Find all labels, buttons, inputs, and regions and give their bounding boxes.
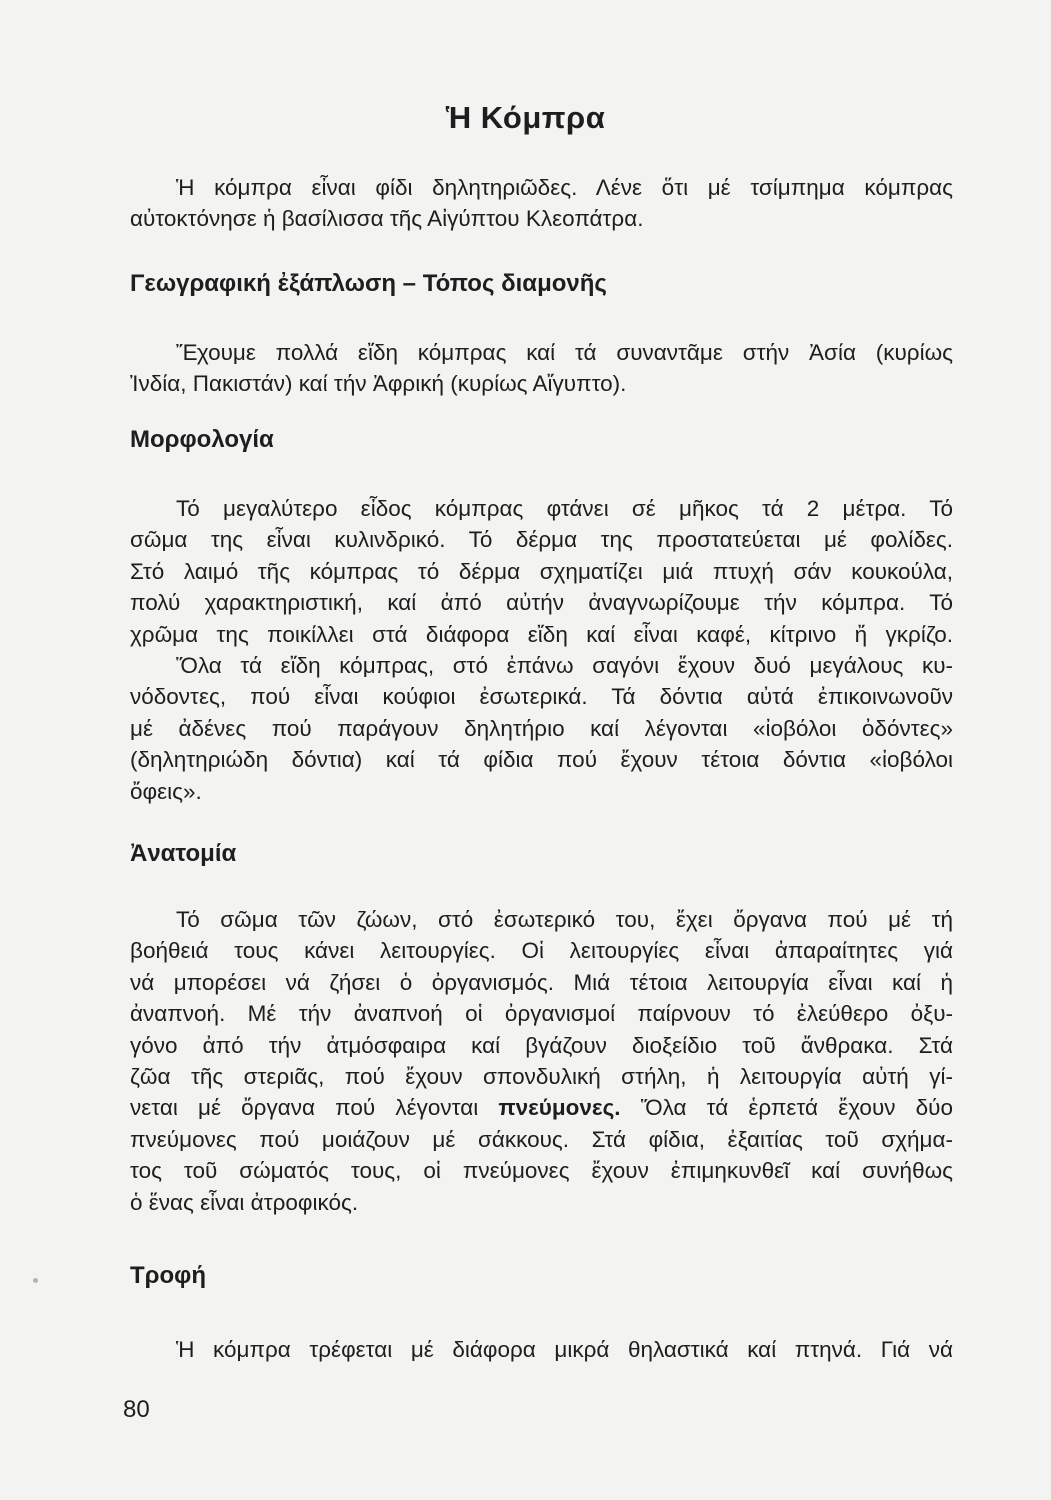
text-line: ἀναπνοή. Μέ τήν ἀναπνοή οἱ ὀργανισμοί παίρνουν τό ἐλεύθερο ὀξυ- <box>130 1001 953 1027</box>
morphology-paragraph-1 <box>130 493 953 650</box>
geography-paragraph <box>130 337 953 400</box>
text-line: χρῶμα της ποικίλλει στά διάφορα εἴδη καί εἶναι καφέ, κίτρινο ἤ γκρίζο. <box>130 621 953 647</box>
section-heading-geography: Γεωγραφική ἐξάπλωση – Τόπος διαμονῆς <box>130 270 607 297</box>
section-heading-food: Τροφή <box>130 1262 206 1289</box>
text-line: πνεύμονες πού μοιάζουν μέ σάκκους. Στά φίδια, ἐξαιτίας τοῦ σχήμα- <box>130 1126 953 1152</box>
text-line: Στό λαιμό τῆς κόμπρας τό δέρμα σχηματίζει μιά πτυχή σάν κουκούλα, <box>130 558 953 584</box>
text-line: ὄφεις». <box>130 778 202 804</box>
morphology-paragraph-2 <box>130 650 953 807</box>
text-line: σῶμα της εἶναι κυλινδρικό. Τό δέρμα της προστατεύεται μέ φολίδες. <box>130 527 953 553</box>
text-line: μέ ἀδένες πού παράγουν δηλητήριο καί λέγονται «ἰοβόλοι ὀδόντες» <box>130 715 953 741</box>
section-heading-anatomy: Ἀνατομία <box>130 840 237 867</box>
food-paragraph <box>130 1334 953 1365</box>
text-fragment: Ὅλα τά ἑρπετά ἔχουν δύο <box>620 1095 953 1121</box>
text-line: ζῶα τῆς στεριᾶς, πού ἔχουν σπονδυλική στήλη, ἡ λειτουργία αὐτή γί- <box>130 1064 953 1090</box>
text-line: πολύ χαρακτηριστική, καί ἀπό αὐτήν ἀναγνωρίζουμε τήν κόμπρα. Τό <box>130 590 953 616</box>
text-line: ὁ ἕνας εἶναι ἀτροφικός. <box>130 1189 359 1215</box>
page-title: Ἡ Κόμπρα <box>445 100 606 135</box>
text-line: (δηλητηριώδη δόντια) καί τά φίδια πού ἔχουν τέτοια δόντια «ἰοβόλοι <box>130 747 953 773</box>
section-heading-morphology: Μορφολογία <box>130 426 274 453</box>
text-line: Ἔχουμε πολλά εἴδη κόμπρας καί τά συναντᾶμε στήν Ἀσία (κυρίως <box>176 340 953 365</box>
text-line-with-term <box>130 1092 953 1123</box>
page-number: 80 <box>123 1396 150 1423</box>
text-fragment: νεται μέ ὄργανα πού λέγονται <box>130 1095 499 1121</box>
anatomy-paragraph <box>130 904 953 1218</box>
intro-paragraph <box>130 172 953 235</box>
bold-term-lungs: πνεύμονες. <box>498 1095 621 1121</box>
text-line: Ἡ κόμπρα εἶναι φίδι δηλητηριῶδες. Λένε ὅτι μέ τσίμπημα κόμπρας <box>176 175 953 200</box>
text-line: Ὅλα τά εἴδη κόμπρας, στό ἐπάνω σαγόνι ἔχουν δυό μεγάλους κυ- <box>176 653 953 678</box>
text-line: βοήθειά τους κάνει λειτουργίες. Οἱ λειτουργίες εἶναι ἀπαραίτητες γιά <box>130 938 953 964</box>
text-line: νόδοντες, πού εἶναι κούφιοι ἐσωτερικά. Τά δόντια αὐτά ἐπικοινωνοῦν <box>130 684 953 710</box>
text-line: γόνο ἀπό τήν ἀτμόσφαιρα καί βγάζουν διοξείδιο τοῦ ἄνθρακα. Στά <box>130 1032 953 1058</box>
text-line: Τό μεγαλύτερο εἶδος κόμπρας φτάνει σέ μῆκος τά 2 μέτρα. Τό <box>176 496 953 521</box>
text-line: Ἰνδία, Πακιστάν) καί τήν Ἀφρική (κυρίως Αἴγυπτο). <box>130 371 627 397</box>
text-line: Ἡ κόμπρα τρέφεται μέ διάφορα μικρά θηλαστικά καί πτηνά. Γιά νά <box>176 1337 953 1362</box>
text-line: νά μπορέσει νά ζήσει ὁ ὀργανισμός. Μιά τέτοια λειτουργία εἶναι καί ἡ <box>130 969 953 995</box>
text-line: αὐτοκτόνησε ἡ βασίλισσα τῆς Αἰγύπτου Κλεοπάτρα. <box>130 206 644 232</box>
text-line: τος τοῦ σώματός τους, οἱ πνεύμονες ἔχουν ἐπιμηκυνθεῖ καί συνήθως <box>130 1158 953 1184</box>
text-line: Τό σῶμα τῶν ζώων, στό ἐσωτερικό του, ἔχει ὄργανα πού μέ τή <box>176 907 953 932</box>
scan-speck <box>33 1278 38 1283</box>
